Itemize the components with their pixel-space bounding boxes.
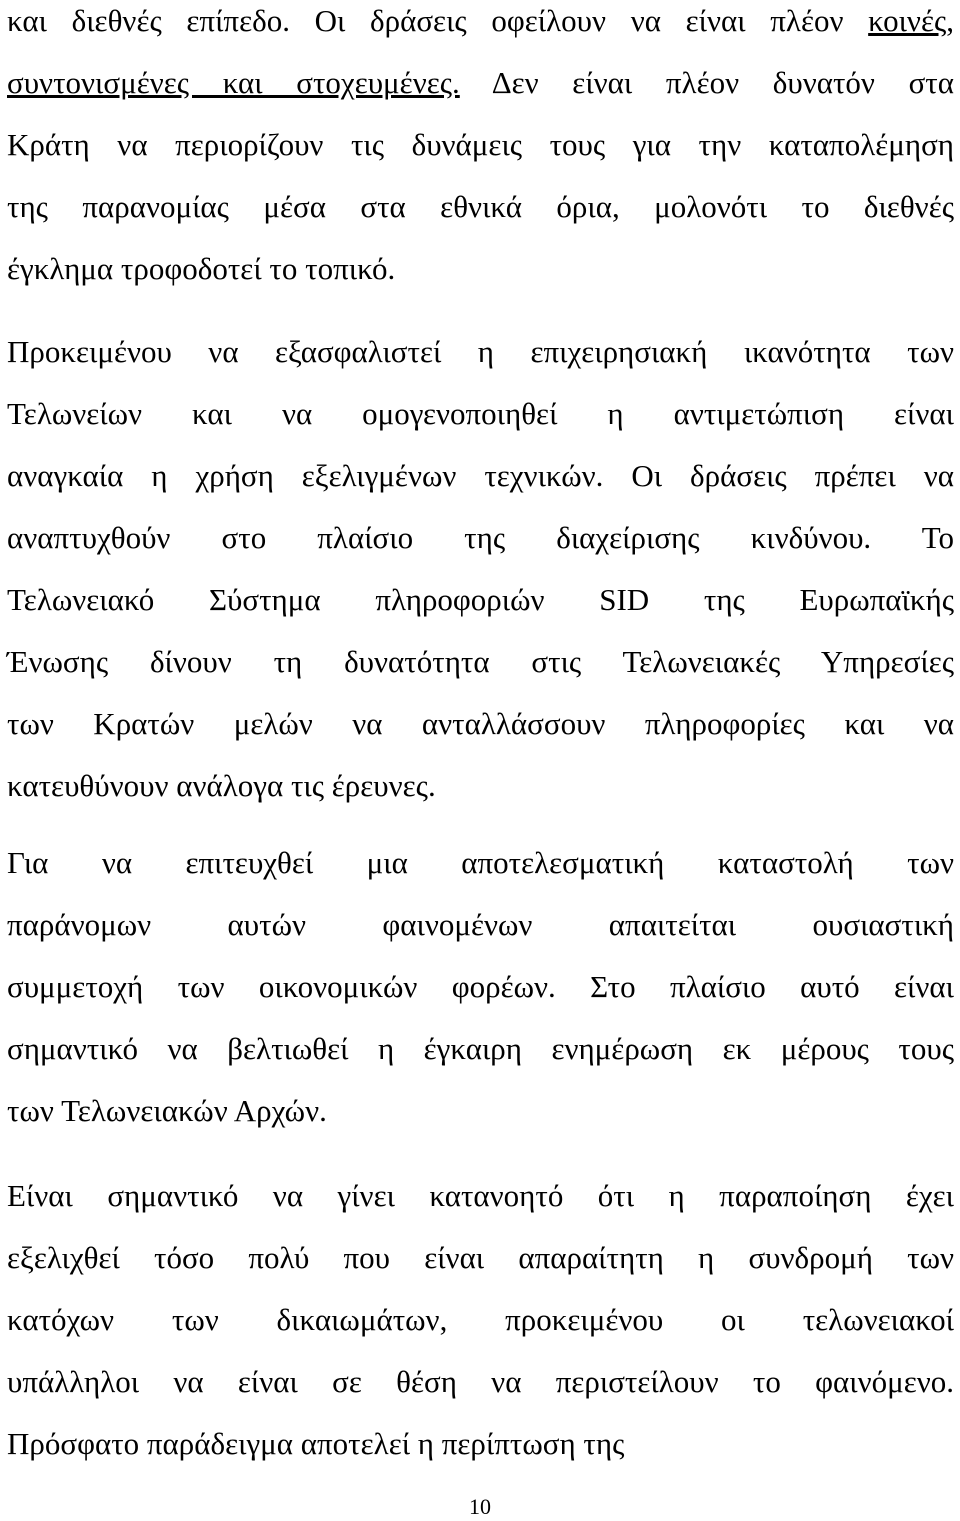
text-segment: και διεθνές επίπεδο. Οι δράσεις οφείλουν να είναι πλέον <box>7 3 869 38</box>
text-line <box>7 1289 954 1351</box>
paragraph-operational-capability <box>7 321 954 817</box>
text-line <box>7 1227 954 1289</box>
text-segment: έγκλημα τροφοδοτεί το τοπικό. <box>7 251 396 286</box>
text-segment: Προκειμένου να εξασφαλιστεί η επιχειρησιακή ικανότητα των <box>7 334 954 369</box>
text-line <box>7 1165 954 1227</box>
paragraph-counterfeiting <box>7 1165 954 1475</box>
underlined-text: συντονισμένες και στοχευμένες. <box>7 65 460 100</box>
text-line <box>7 693 954 755</box>
text-line <box>7 383 954 445</box>
text-segment: αναγκαία η χρήση εξελιγμένων τεχνικών. Οι δράσεις πρέπει να <box>7 458 954 493</box>
text-segment: Για να επιτευχθεί μια αποτελεσματική καταστολή των <box>7 845 954 880</box>
paragraph-intro-continued <box>7 0 954 300</box>
text-line <box>7 238 954 300</box>
text-line <box>7 52 954 114</box>
text-segment: Πρόσφατο παράδειγμα αποτελεί η περίπτωση της <box>7 1426 625 1461</box>
text-segment: συμμετοχή των οικονομικών φορέων. Στο πλαίσιο αυτό είναι <box>7 969 954 1004</box>
text-segment: των Τελωνειακών Αρχών. <box>7 1093 327 1128</box>
text-segment: της παρανομίας μέσα στα εθνικά όρια, μολονότι το διεθνές <box>7 189 954 224</box>
text-line <box>7 321 954 383</box>
text-segment: Τελωνείων και να ομογενοποιηθεί η αντιμετώπιση είναι <box>7 396 954 431</box>
text-line <box>7 1413 954 1475</box>
text-line <box>7 631 954 693</box>
text-line <box>7 1018 954 1080</box>
text-line <box>7 894 954 956</box>
text-line <box>7 832 954 894</box>
text-line <box>7 755 954 817</box>
text-line <box>7 507 954 569</box>
text-line <box>7 1080 954 1142</box>
text-segment: σημαντικό να βελτιωθεί η έγκαιρη ενημέρωση εκ μέρους τους <box>7 1031 954 1066</box>
paragraph-economic-operators <box>7 832 954 1142</box>
text-segment: Είναι σημαντικό να γίνει κατανοητό ότι η παραποίηση έχει <box>7 1178 954 1213</box>
text-segment: Τελωνειακό Σύστημα πληροφοριών SID της Ευρωπαϊκής <box>7 582 954 617</box>
text-line <box>7 569 954 631</box>
text-line <box>7 1351 954 1413</box>
text-line <box>7 956 954 1018</box>
page-number: 10 <box>469 1494 491 1519</box>
text-segment: Δεν είναι πλέον δυνατόν στα <box>459 65 954 100</box>
text-segment: αναπτυχθούν στο πλαίσιο της διαχείρισης κινδύνου. Το <box>7 520 954 555</box>
text-segment: Κράτη να περιορίζουν τις δυνάμεις τους για την καταπολέμηση <box>7 127 954 162</box>
text-segment: κατόχων των δικαιωμάτων, προκειμένου οι τελωνειακοί <box>7 1302 954 1337</box>
underlined-text: κοινές, <box>868 3 954 38</box>
text-segment: παράνομων αυτών φαινομένων απαιτείται ουσιαστική <box>7 907 954 942</box>
text-segment: υπάλληλοι να είναι σε θέση να περιστείλουν το φαινόμενο. <box>7 1364 954 1399</box>
text-segment: κατευθύνουν ανάλογα τις έρευνες. <box>7 768 436 803</box>
text-segment: εξελιχθεί τόσο πολύ που είναι απαραίτητη η συνδρομή των <box>7 1240 954 1275</box>
text-segment: Ένωσης δίνουν τη δυνατότητα στις Τελωνειακές Υπηρεσίες <box>7 644 954 679</box>
text-line <box>7 0 954 52</box>
text-line <box>7 114 954 176</box>
text-line <box>7 176 954 238</box>
text-line <box>7 445 954 507</box>
text-segment: των Κρατών μελών να ανταλλάσσουν πληροφορίες και να <box>7 706 954 741</box>
